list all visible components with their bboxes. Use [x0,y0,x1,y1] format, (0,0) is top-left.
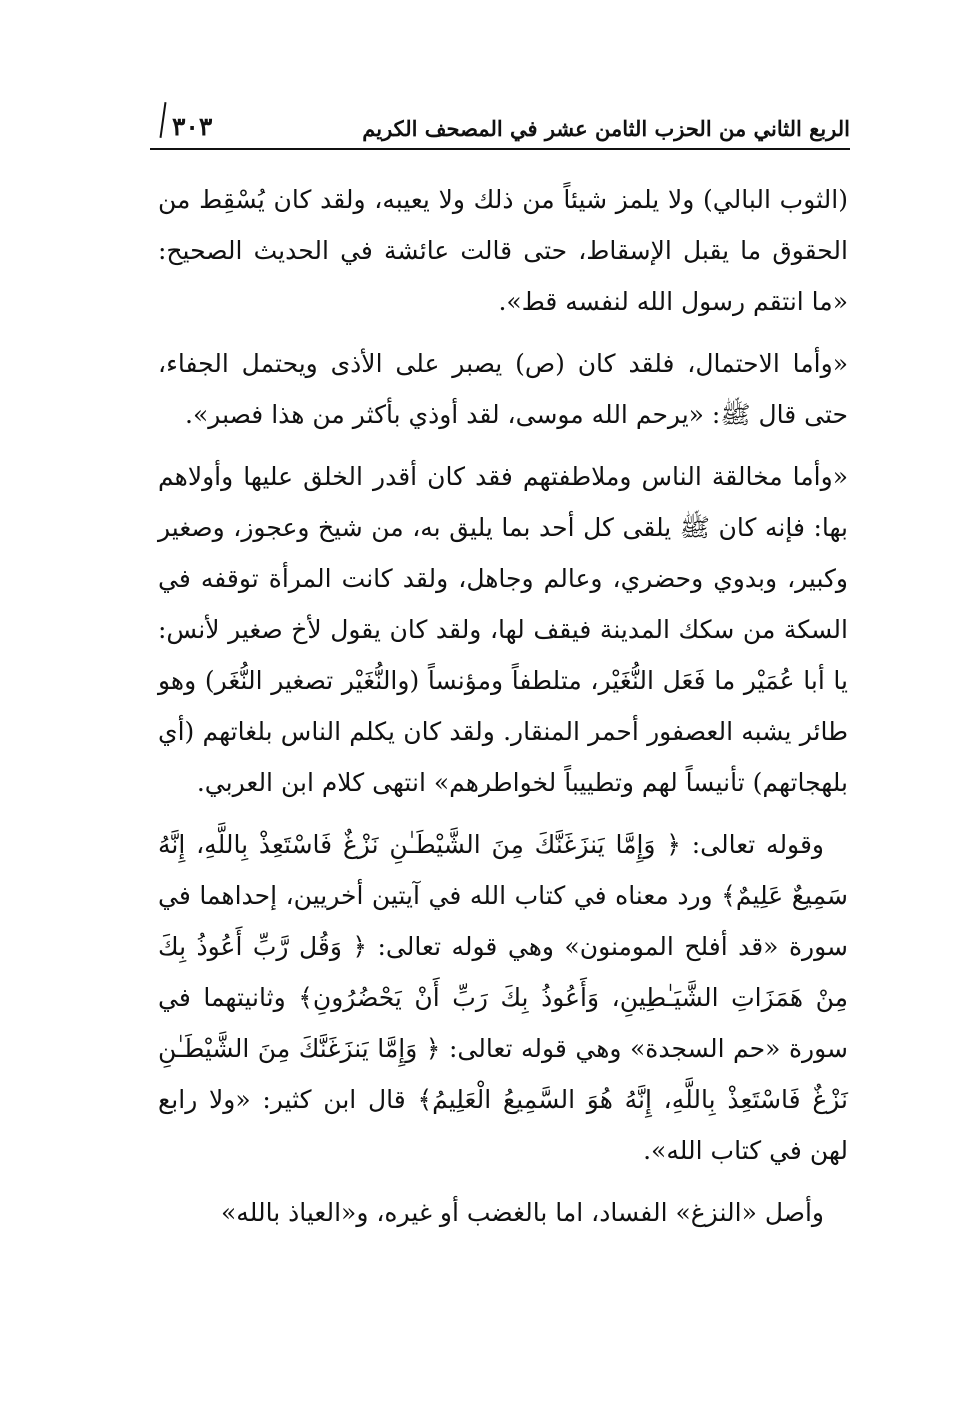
page-header [150,108,850,150]
running-title: الربع الثاني من الحزب الثامن عشر في المصحف الكريم [362,116,850,141]
page-number: ٣٠٣ [172,112,213,141]
paragraph-1: (الثوب البالي) ولا يلمز شيئاً من ذلك ولا يعيبه، ولقد كان يُسْقِط من الحقوق ما يقبل الإسقاط، حتى قالت عائشة في الحديث الصحيح: «ما انتقم رسول الله لنفسه قط». [158,185,848,316]
body-text [158,174,848,1249]
paragraph-2: «وأما الاحتمال، فلقد كان (ص) يصبر على الأذى ويحتمل الجفاء، حتى قال ﷺ: «يرحم الله موسى، لقد أوذي بأكثر من هذا فصبر». [158,349,848,429]
paragraph-3: «وأما مخالقة الناس وملاطفتهم فقد كان أقدر الخلق عليها وأولاهم بها: فإنه كان ﷺ يلقى كل أحد بما يليق به، من شيخ وعجوز، وصغير وكبير، وبدوي وحضري، وعالم وجاهل، ولقد كانت المرأة توقفه في السكة من سكك المدينة فيقف لها، ولقد كان يقول لأخ صغير لأنس: يا أبا عُمَيْر ما فَعَل النُّغَيْر، متلطفاً ومؤنساً (والنُّغَيْر تصغير النُّغَر) وهو طائر يشبه العصفور أحمر المنقار. ولقد كان يكلم الناس بلغاتهم (أي بلهجاتهم) تأنيساً لهم وتطييباً لخواطرهم» انتهى كلام ابن العربي. [158,462,849,797]
paragraph-4: وقوله تعالى: ﴿ وَإِمَّا يَنزَغَنَّكَ مِنَ الشَّيْطَـٰنِ نَزْغٌ فَاسْتَعِذْ بِاللَّهِ، إِنَّهُ سَمِيعٌ عَلِيمٌ﴾ ورد معناه في كتاب الله في آيتين أخريين، إحداهما في سورة «قد أفلح المومنون» وهي قوله تعالى: ﴿ وَقُل رَّبِّ أَعُوذُ بِكَ مِنْ هَمَزَاتِ الشَّيَـٰطِينِ، وَأَعُوذُ بِكَ رَبِّ أَنْ يَحْضُرُونِ﴾ وثانيتهما في سورة «حم السجدة» وهي قوله تعالى: ﴿ وَإِمَّا يَنزَغَنَّكَ مِنَ الشَّيْطَـٰنِ نَزْغٌ فَاسْتَعِذْ بِاللَّهِ، إِنَّهُ هُوَ السَّمِيعُ الْعَلِيمُ﴾ قال ابن كثير: «ولا رابع لهن في كتاب الله». [158,830,848,1165]
paragraph-5: وأصل «النزغ» الفساد، اما بالغضب أو غيره، و«العياذ بالله» [221,1198,824,1227]
